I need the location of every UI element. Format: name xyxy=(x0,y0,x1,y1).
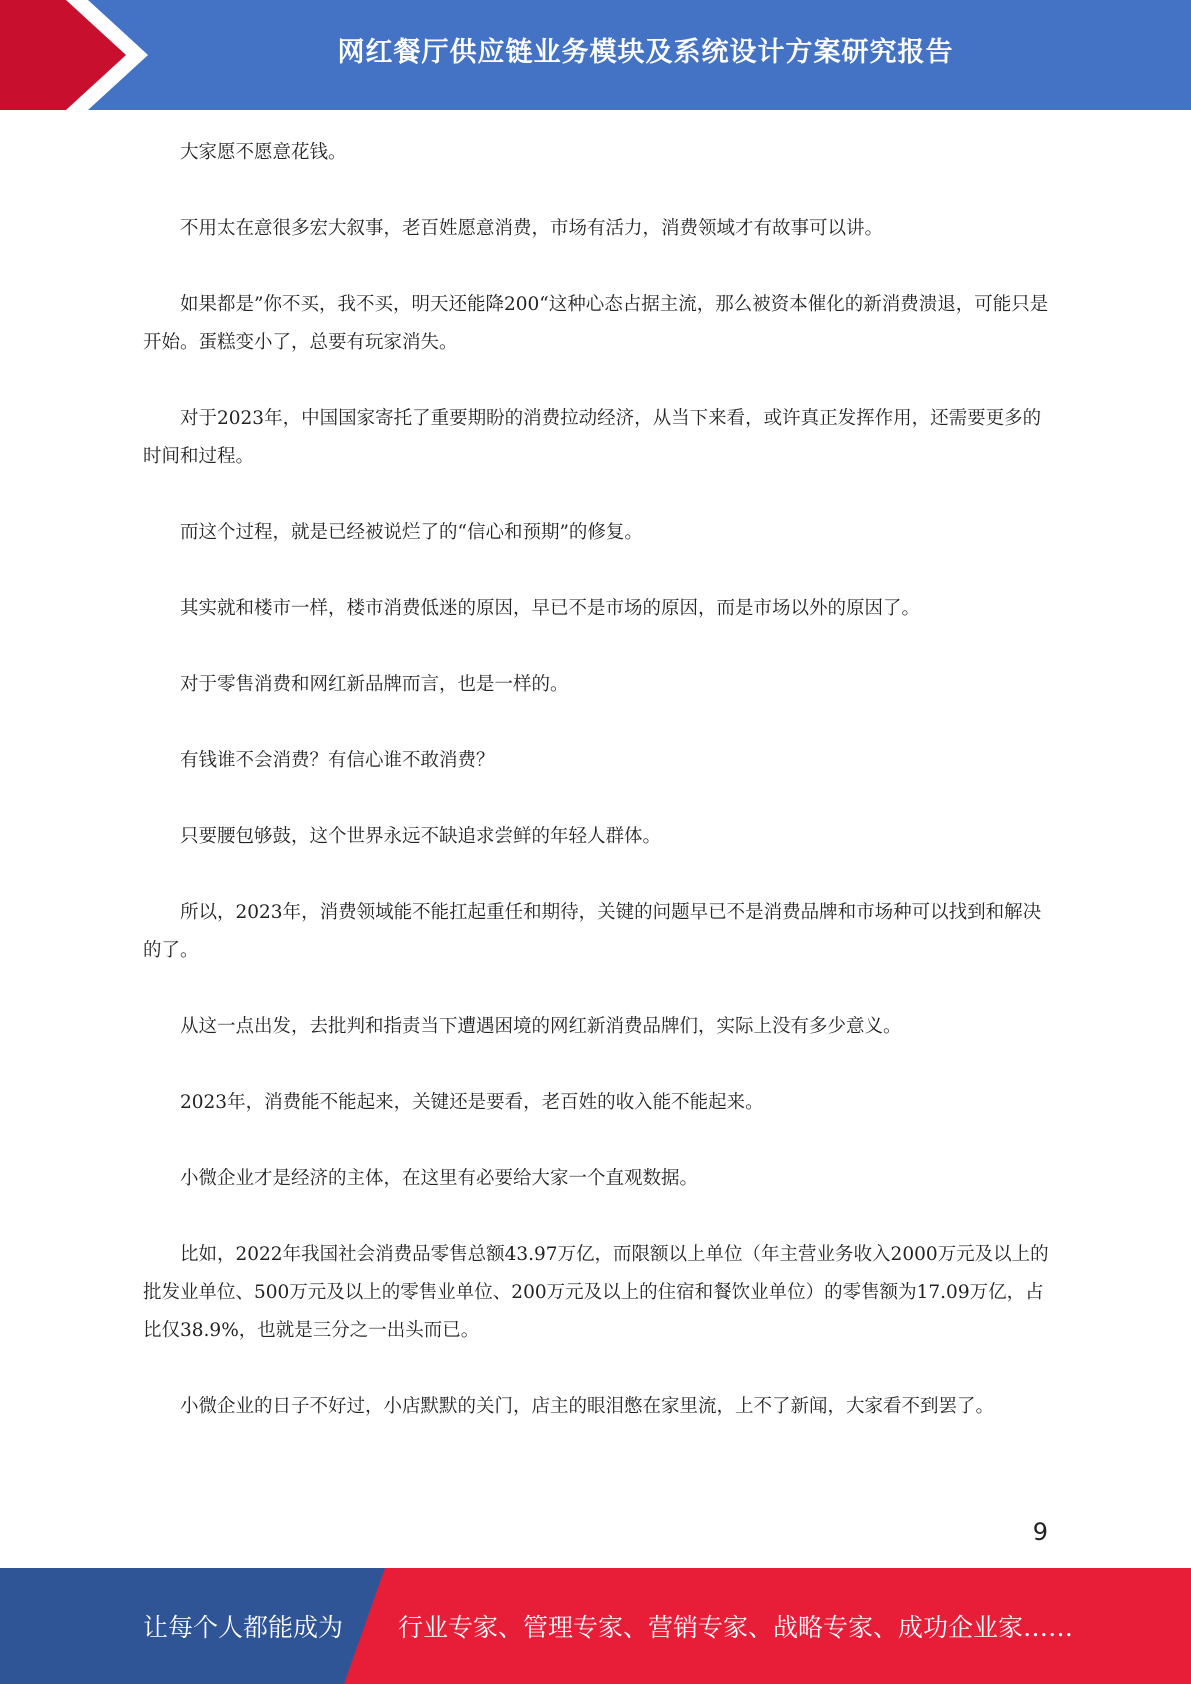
page-footer xyxy=(0,1568,1191,1684)
paragraph: 如果都是”你不买，我不买，明天还能降200“这种心态占据主流，那么被资本催化的新消费溃退，可能只是开始。蛋糕变小了，总要有玩家消失。 xyxy=(143,294,1049,353)
paragraph: 小微企业的日子不好过，小店默默的关门，店主的眼泪憋在家里流，上不了新闻，大家看不到罢了。 xyxy=(180,1396,995,1417)
paragraph: 从这一点出发，去批判和指责当下遭遇困境的网红新消费品牌们，实际上没有多少意义。 xyxy=(180,1016,902,1037)
paragraph: 有钱谁不会消费？有信心谁不敢消费？ xyxy=(180,750,495,771)
footer-slogan-right: 行业专家、管理专家、营销专家、战略专家、成功企业家…… xyxy=(398,1613,1074,1642)
paragraph: 小微企业才是经济的主体，在这里有必要给大家一个直观数据。 xyxy=(180,1168,699,1189)
page-header xyxy=(0,0,1191,110)
report-title: 网红餐厅供应链业务模块及系统设计方案研究报告 xyxy=(337,37,954,68)
paragraph: 大家愿不愿意花钱。 xyxy=(180,142,347,163)
paragraph: 其实就和楼市一样，楼市消费低迷的原因，早已不是市场的原因，而是市场以外的原因了。 xyxy=(180,598,921,619)
paragraph: 对于2023年，中国国家寄托了重要期盼的消费拉动经济，从当下来看，或许真正发挥作用，还需要更多的时间和过程。 xyxy=(143,408,1042,467)
footer-slogan-left: 让每个人都能成为 xyxy=(143,1613,344,1642)
paragraph: 不用太在意很多宏大叙事，老百姓愿意消费，市场有活力，消费领域才有故事可以讲。 xyxy=(180,218,884,239)
paragraph: 2023年，消费能不能起来，关键还是要看，老百姓的收入能不能起来。 xyxy=(180,1092,764,1113)
paragraph: 对于零售消费和网红新品牌而言，也是一样的。 xyxy=(180,674,569,695)
paragraph: 比如，2022年我国社会消费品零售总额43.97万亿，而限额以上单位（年主营业务收入2000万元及以上的批发业单位、500万元及以上的零售业单位、200万元及以上的住宿和餐饮业单位）的零售额为17.09万亿，占比仅38.9%，也就是三分之一出头而已。 xyxy=(143,1244,1049,1341)
paragraph: 只要腰包够鼓，这个世界永远不缺追求尝鲜的年轻人群体。 xyxy=(180,826,662,847)
document-body xyxy=(143,134,1050,1464)
paragraph: 而这个过程，就是已经被说烂了的“信心和预期”的修复。 xyxy=(180,522,643,543)
page-number: 9 xyxy=(1032,1518,1048,1546)
paragraph: 所以，2023年，消费领域能不能扛起重任和期待，关键的问题早已不是消费品牌和市场种可以找到和解决的了。 xyxy=(143,902,1042,961)
